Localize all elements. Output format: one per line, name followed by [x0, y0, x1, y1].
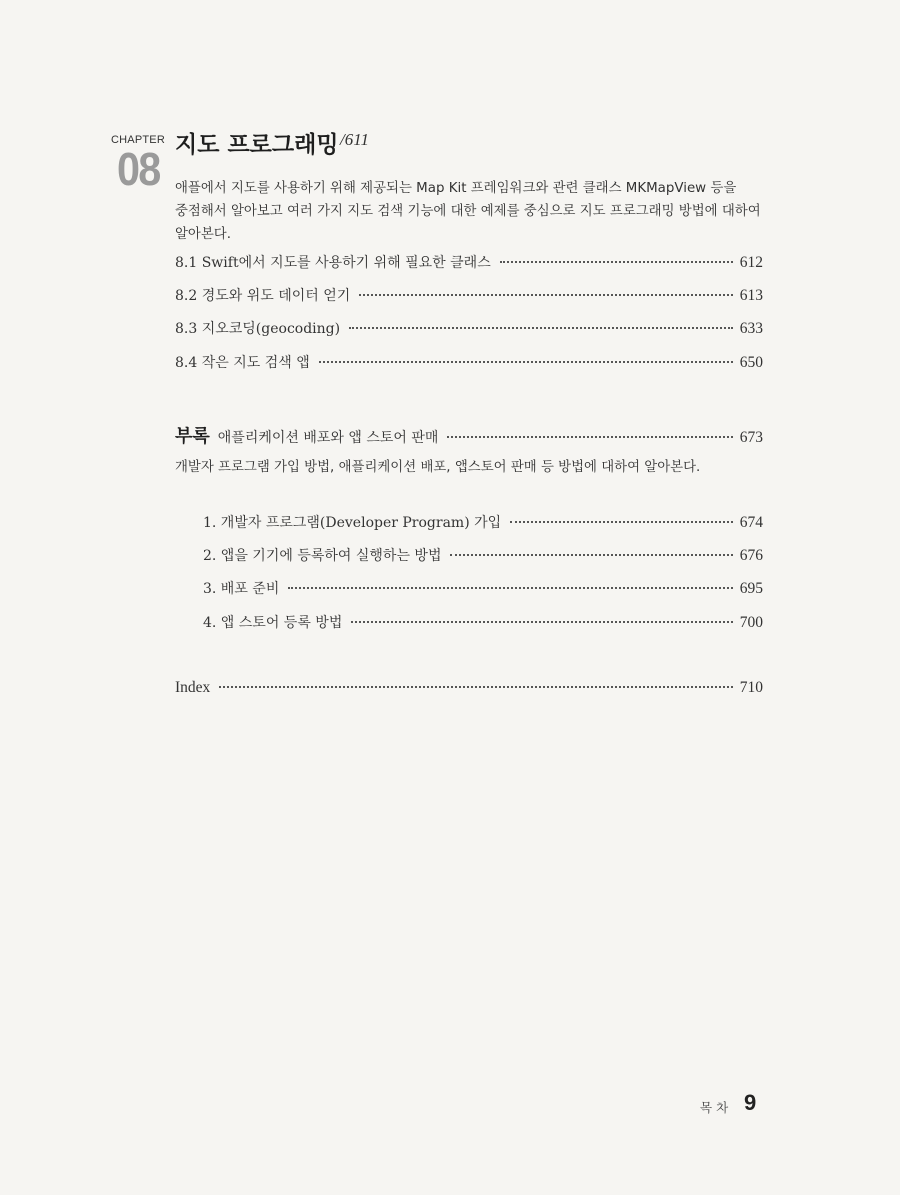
appendix-page: 673 — [739, 429, 763, 446]
toc-entry-page: 612 — [739, 254, 763, 271]
appendix-title: 부록 — [175, 426, 210, 447]
toc-entry-page: 650 — [739, 354, 763, 371]
toc-entry-label: 8.2 경도와 위도 데이터 얻기 — [175, 288, 351, 304]
dot-leader — [510, 521, 733, 523]
toc-entry-page: 613 — [739, 287, 763, 304]
dot-leader — [219, 686, 732, 688]
toc-entry-label: 4. 앱 스토어 등록 방법 — [203, 615, 343, 631]
toc-entry[interactable] — [203, 612, 763, 634]
toc-entry-label: 8.1 Swift에서 지도를 사용하기 위해 필요한 클래스 — [175, 255, 491, 271]
index-page: 710 — [739, 679, 763, 696]
toc-entry-label: 1. 개발자 프로그램(Developer Program) 가입 — [203, 515, 502, 531]
dot-leader — [359, 294, 732, 296]
toc-entry-label: 8.3 지오코딩(geocoding) — [175, 321, 341, 337]
toc-entry[interactable] — [175, 252, 763, 274]
toc-entry-page: 674 — [739, 514, 763, 531]
toc-entry[interactable] — [175, 285, 763, 307]
toc-entry[interactable] — [175, 318, 763, 340]
dot-leader — [450, 554, 732, 556]
dot-leader — [319, 361, 733, 363]
toc-entry-page: 700 — [739, 614, 763, 631]
toc-entry-page: 676 — [739, 547, 763, 564]
chapter-number: 08 — [117, 143, 160, 195]
toc-entry[interactable] — [203, 512, 763, 534]
toc-entry-label: 3. 배포 준비 — [203, 581, 280, 597]
chapter-page: /611 — [340, 130, 369, 149]
chapter-description: 애플에서 지도를 사용하기 위해 제공되는 Map Kit 프레임워크와 관련 클래스 MKMapView 등을 중점해서 알아보고 여러 가지 지도 검색 기능에 대한 예제를 중심으로 지도 프로그래밍 방법에 대하여 알아본다. — [175, 181, 761, 242]
dot-leader — [349, 327, 733, 329]
dot-leader — [500, 261, 733, 263]
dot-leader — [351, 621, 732, 623]
toc-entry[interactable] — [175, 352, 763, 374]
dot-leader — [288, 587, 732, 589]
toc-entry[interactable] — [203, 545, 763, 567]
appendix-heading[interactable] — [175, 422, 763, 447]
footer-label: 목차 — [700, 1100, 733, 1115]
toc-entry-label: 2. 앱을 기기에 등록하여 실행하는 방법 — [203, 548, 442, 564]
toc-entry[interactable] — [203, 578, 763, 600]
appendix-subtitle: 애플리케이션 배포와 앱 스토어 판매 — [217, 430, 439, 446]
toc-entry-label: 8.4 작은 지도 검색 앱 — [175, 355, 310, 371]
index-label: Index — [175, 679, 211, 696]
page-number: 9 — [744, 1090, 757, 1115]
dot-leader — [447, 436, 732, 438]
chapter-label: CHAPTER — [111, 134, 165, 146]
toc-entry-page: 633 — [739, 320, 763, 337]
index-entry[interactable] — [175, 679, 763, 701]
toc-entry-page: 695 — [739, 580, 763, 597]
appendix-description: 개발자 프로그램 가입 방법, 애플리케이션 배포, 앱스토어 판매 등 방법에 대하여 알아본다. — [175, 460, 701, 475]
chapter-title: 지도 프로그래밍 — [175, 132, 339, 158]
